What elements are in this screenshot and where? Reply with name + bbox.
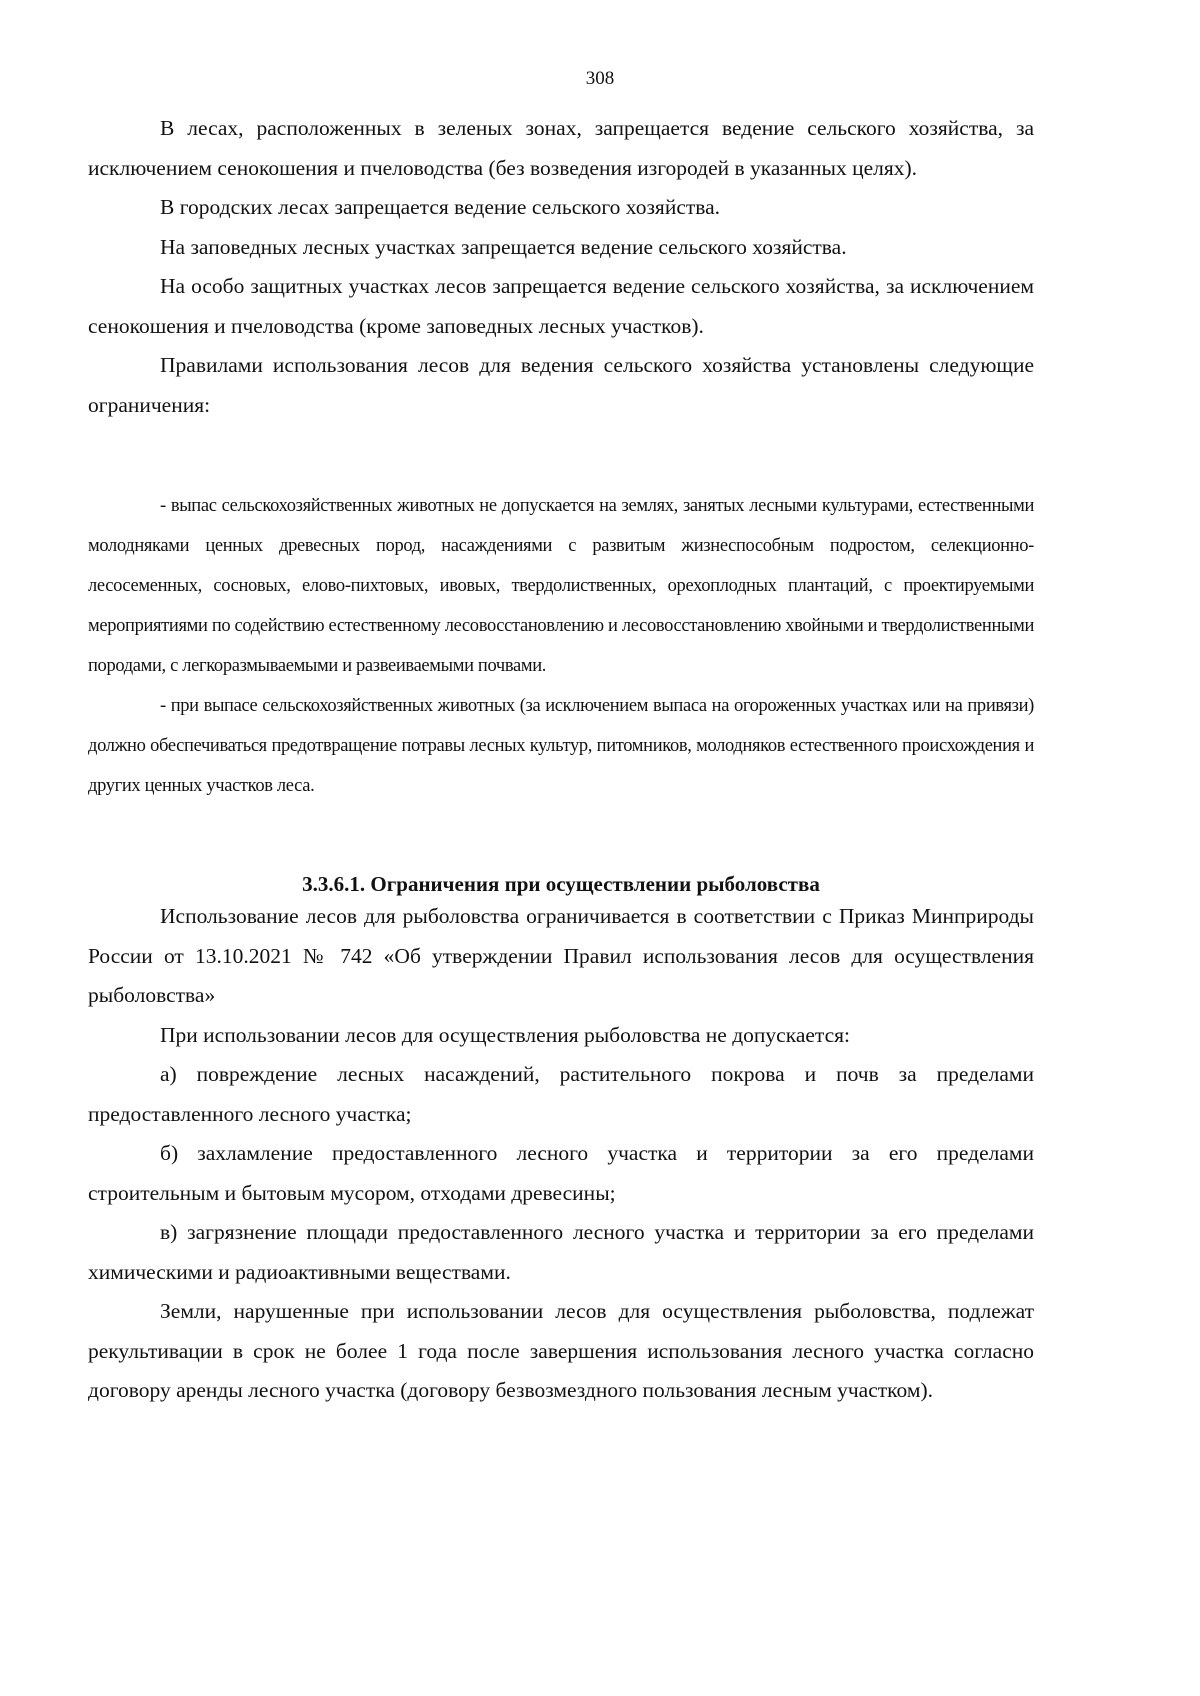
paragraph: В городских лесах запрещается ведение сельского хозяйства. bbox=[160, 195, 721, 219]
paragraph: Использование лесов для рыболовства ограничивается в соответствии с Приказ Минприроды России от 13.10.2021 № 742 «Об утверждении Правил использования лесов для осуществления рыболовства» bbox=[88, 904, 1034, 1007]
grazing-restrictions-list bbox=[88, 486, 1034, 806]
list-item: - выпас сельскохозяйственных животных не допускается на землях, занятых лесными культурами, естественными молодняками ценных древесных пород, насаждениями с развитым жизнеспособным подростом, селекционно-лесосеменных, сосновых, елово-пихтовых, ивовых, твердолиственных, орехоплодных плантаций, с проектируемыми мероприятиями по содействию естественному лесовосстановлению и лесовосстановлению хвойными и твердолиственными породами, с легкоразмываемыми и развеиваемыми почвами. bbox=[88, 496, 1034, 676]
paragraph: При использовании лесов для осуществления рыболовства не допускается: bbox=[160, 1022, 850, 1047]
paragraph: Правилами использования лесов для ведения сельского хозяйства установлены следующие ограничения: bbox=[88, 353, 1034, 417]
agriculture-restrictions-text bbox=[88, 109, 1034, 425]
fishing-restrictions-text bbox=[88, 897, 1034, 1411]
list-item: - при выпасе сельскохозяйственных животных (за исключением выпаса на огороженных участках или на привязи) должно обеспечиваться предотвращение потравы лесных культур, питомников, молодняков естественного происхождения и других ценных участков леса. bbox=[88, 696, 1034, 796]
paragraph: а) повреждение лесных насаждений, растительного покрова и почв за пределами предоставленного лесного участка; bbox=[88, 1062, 1034, 1126]
paragraph: б) захламление предоставленного лесного участка и территории за его пределами строительным и бытовым мусором, отходами древесины; bbox=[88, 1141, 1034, 1205]
section-heading: 3.3.6.1. Ограничения при осуществлении рыболовства bbox=[302, 872, 820, 896]
paragraph: На заповедных лесных участках запрещается ведение сельского хозяйства. bbox=[160, 234, 847, 259]
paragraph: в) загрязнение площади предоставленного лесного участка и территории за его пределами химическими и радиоактивными веществами. bbox=[88, 1220, 1034, 1284]
paragraph: В лесах, расположенных в зеленых зонах, запрещается ведение сельского хозяйства, за исключением сенокошения и пчеловодства (без возведения изгородей в указанных целях). bbox=[88, 116, 1034, 180]
page-number: 308 bbox=[585, 68, 615, 89]
paragraph: На особо защитных участках лесов запрещается ведение сельского хозяйства, за исключением сенокошения и пчеловодства (кроме заповедных лесных участков). bbox=[88, 274, 1034, 338]
paragraph: Земли, нарушенные при использовании лесов для осуществления рыболовства, подлежат рекультивации в срок не более 1 года после завершения использования лесного участка согласно договору аренды лесного участка (договору безвозмездного пользования лесным участком). bbox=[88, 1299, 1034, 1402]
